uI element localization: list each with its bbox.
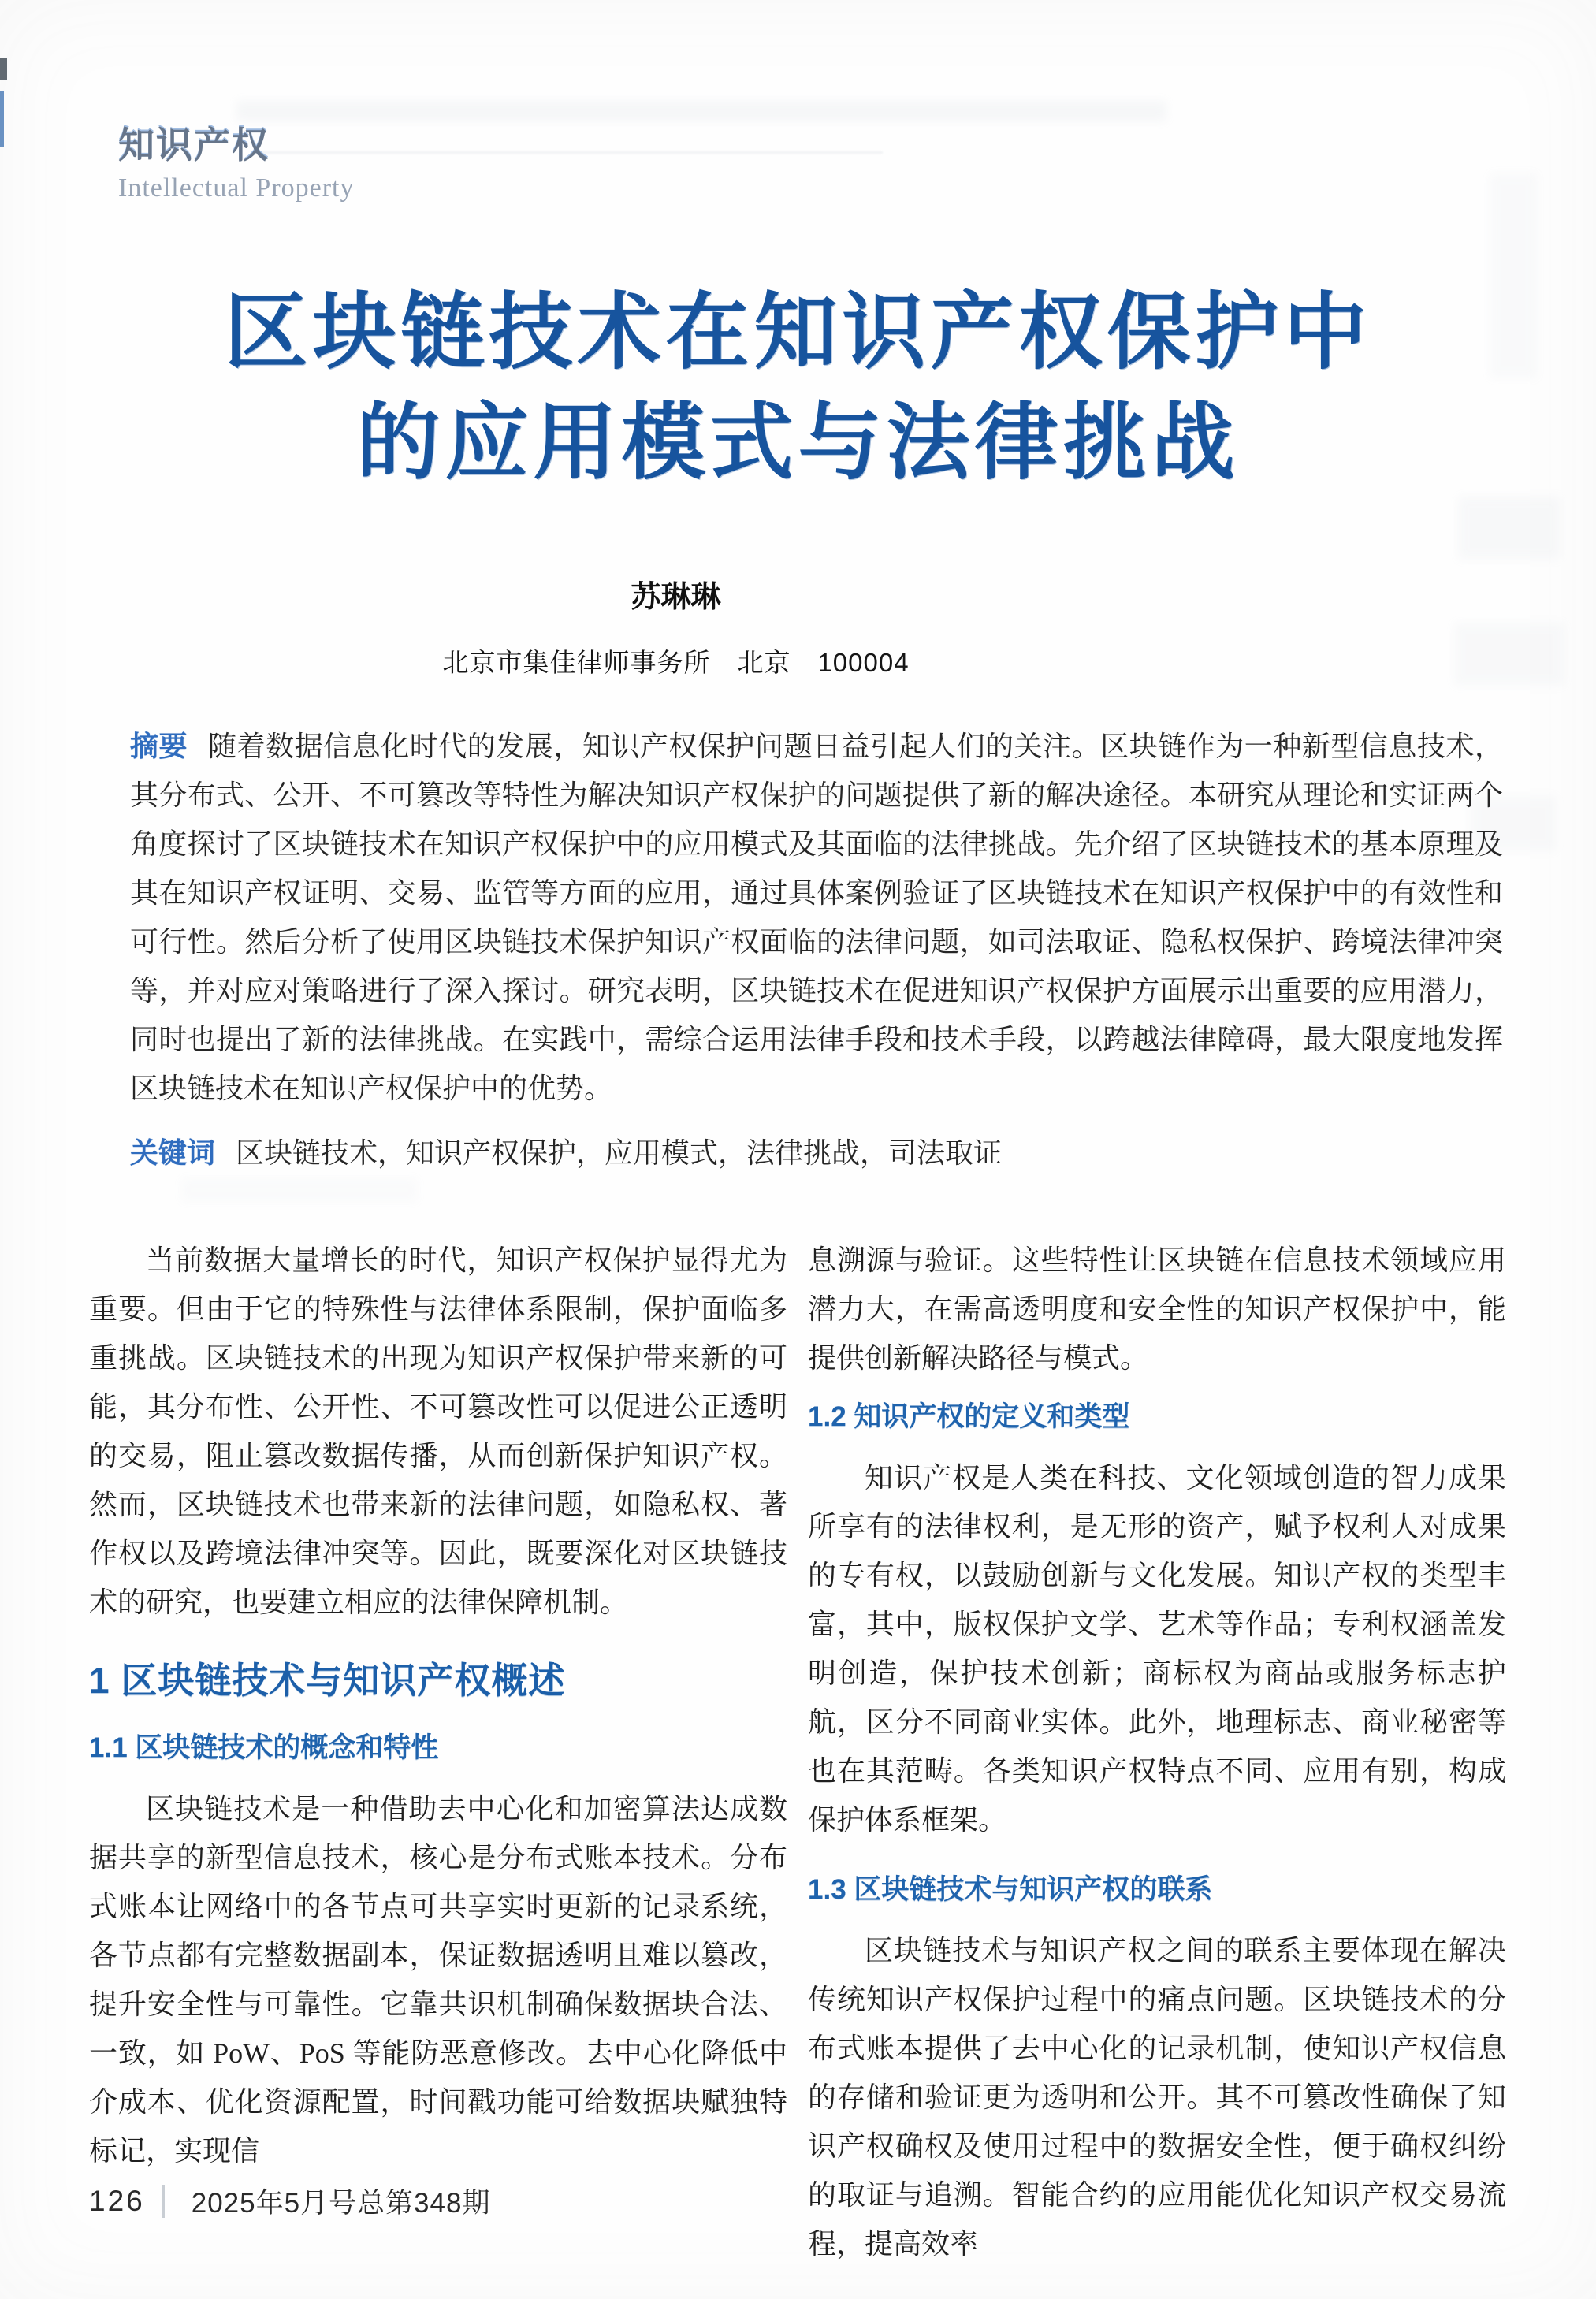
abstract-text: 随着数据信息化时代的发展，知识产权保护问题日益引起人们的关注。区块链作为一种新型信息技术，其分布式、公开、不可篡改等特性为解决知识产权保护的问题提供了新的解决途径。本研究从理论和实证两个角度探讨了区块链技术在知识产权保护中的应用模式及其面临的法律挑战。先介绍了区块链技术的基本原理及其在知识产权证明、交易、监管等方面的应用，通过具体案例验证了区块链技术在知识产权保护中的有效性和可行性。然后分析了使用区块链技术保护知识产权面临的法律问题，如司法取证、隐私权保护、跨境法律冲突等，并对应对策略进行了深入探讨。研究表明，区块链技术在促进知识产权保护方面展示出重要的应用潜力，同时也提出了新的法律挑战。在实践中，需综合运用法律手段和技术手段，以跨越法律障碍，最大限度地发挥区块链技术在知识产权保护中的优势。 bbox=[130, 731, 1503, 1104]
bleedthrough-artifact bbox=[236, 101, 1166, 121]
bleedthrough-artifact bbox=[1454, 623, 1564, 686]
article-title bbox=[0, 277, 1596, 498]
journal-name-en: Intellectual Property bbox=[118, 173, 355, 203]
bleedthrough-artifact bbox=[1458, 497, 1561, 560]
issue-info: 2025年5月号总第348期 bbox=[191, 2188, 491, 2219]
keywords-section bbox=[130, 1129, 1503, 1177]
body-paragraph: 当前数据大量增长的时代，知识产权保护显得尤为重要。但由于它的特殊性与法律体系限制，保护面临多重挑战。区块链技术的出现为知识产权保护带来新的可能，其分布性、公开性、不可篡改性可以促进公正透明的交易，阻止篡改数据传播，从而创新保护知识产权。然而，区块链技术也带来新的法律问题，如隐私权、著作权以及跨境法律冲突等。因此，既要深化对区块链技术的研究，也要建立相应的法律保障机制。 bbox=[89, 1244, 787, 1618]
abstract-label: 摘要 bbox=[130, 730, 188, 762]
body-paragraph: 区块链技术是一种借助去中心化和加密算法达成数据共享的新型信息技术，核心是分布式账本技术。分布式账本让网络中的各节点可共享实时更新的记录系统，各节点都有完整数据副本，保证数据透明且难以篡改，提升安全性与可靠性。它靠共识机制确保数据块合法、一致，如 PoW、PoS 等能防恶意修改。去中心化降低中介成本、优化资源配置，时间戳功能可给数据块赋独特标记，实现信 bbox=[89, 1793, 787, 2167]
article-title-line1: 区块链技术在知识产权保护中 bbox=[224, 286, 1372, 379]
byline-block bbox=[0, 572, 1352, 679]
scan-edge-blue-mark bbox=[0, 91, 4, 147]
body-paragraph: 知识产权是人类在科技、文化领域创造的智力成果所享有的法律权利，是无形的资产，赋予权利人对成果的专有权，以鼓励创新与文化发展。知识产权的类型丰富，其中，版权保护文学、艺术等作品；专利权涵盖发明创造，保护技术创新；商标权为商品或服务标志护航，区分不同商业实体。此外，地理标志、商业秘密等也在其范畴。各类知识产权特点不同、应用有别，构成保护体系框架。 bbox=[808, 1462, 1506, 1836]
page-footer bbox=[89, 2182, 490, 2221]
section-1-heading: 1 区块链技术与知识产权概述 bbox=[89, 1660, 566, 1701]
body-paragraph: 区块链技术与知识产权之间的联系主要体现在解决传统知识产权保护过程中的痛点问题。区块链技术的分布式账本提供了去中心化的记录机制，使知识产权信息的存储和验证更为透明和公开。其不可篡改性确保了知识产权确权及使用过程中的数据安全性，便于确权纠纷的取证与追溯。智能合约的应用能优化知识产权交易流程，提高效率 bbox=[808, 1935, 1506, 2260]
author-name: 苏琳琳 bbox=[631, 581, 721, 614]
right-column bbox=[808, 1236, 1506, 2268]
section-1-3-heading: 1.3 区块链技术与知识产权的联系 bbox=[808, 1874, 1213, 1905]
abstract-section bbox=[130, 722, 1503, 1113]
section-1-1-heading: 1.1 区块链技术的概念和特性 bbox=[89, 1732, 439, 1763]
keywords-text: 区块链技术，知识产权保护，应用模式，法律挑战，司法取证 bbox=[236, 1137, 1003, 1169]
journal-header bbox=[118, 117, 355, 203]
body-paragraph: 息溯源与验证。这些特性让区块链在信息技术领域应用潜力大，在需高透明度和安全性的知识产权保护中，能提供创新解决路径与模式。 bbox=[808, 1244, 1506, 1374]
footer-divider bbox=[162, 2185, 165, 2218]
keywords-label: 关键词 bbox=[130, 1136, 216, 1169]
left-column bbox=[89, 1236, 787, 2268]
body-columns bbox=[89, 1236, 1506, 2268]
page-number: 126 bbox=[89, 2185, 145, 2217]
author-affiliation: 北京市集佳律师事务所 北京 100004 bbox=[442, 648, 910, 677]
section-1-2-heading: 1.2 知识产权的定义和类型 bbox=[808, 1401, 1130, 1432]
bleedthrough-artifact bbox=[181, 1178, 418, 1202]
scan-edge-mark bbox=[0, 58, 7, 80]
journal-name-zh: 知识产权 bbox=[118, 125, 270, 166]
article-title-line2: 的应用模式与法律挑战 bbox=[356, 396, 1240, 489]
